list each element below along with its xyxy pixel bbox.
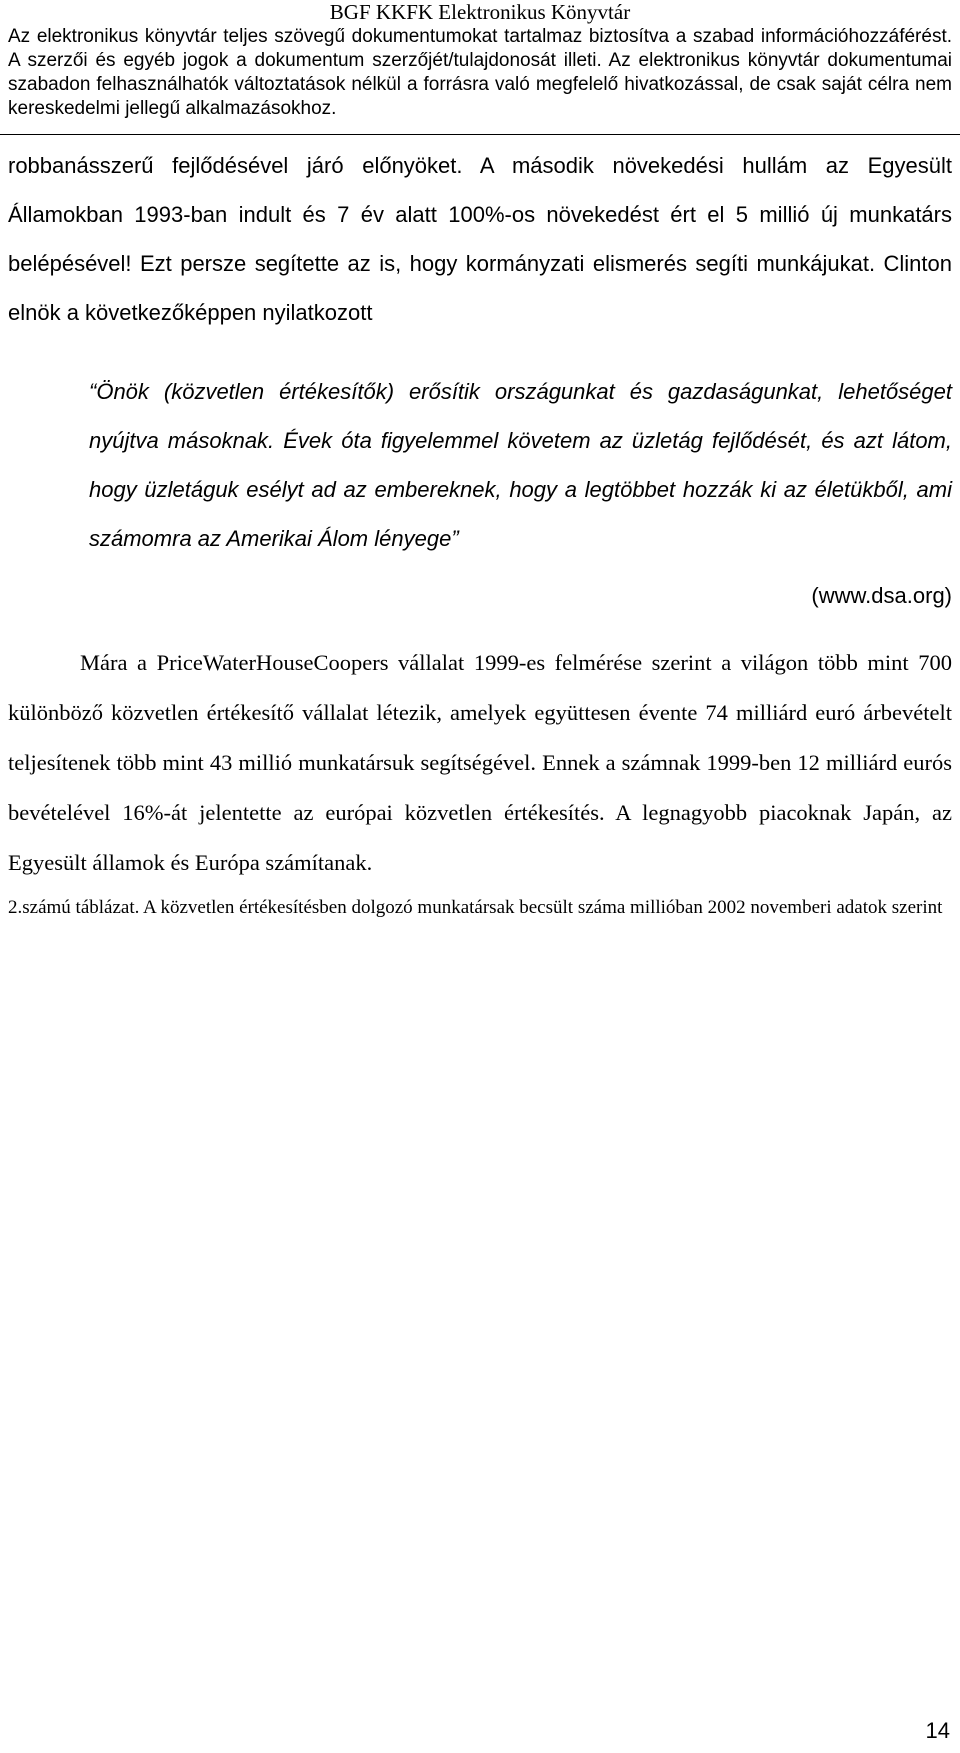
body-paragraph: robbanásszerű fejlődésével járó előnyöket. A második növekedési hullám az Egyesült Államokban 1993-ban indult és 7 év alatt 100%-os növekedést ért el 5 millió új munkatárs belépésével! Ezt persze segítette az is, hogy kormányzati elismerés segíti munkájukat. Clinton elnök a következőképpen nyilatkozott: [8, 153, 952, 325]
page-number: 14: [925, 1718, 950, 1743]
page-content: [8, 141, 952, 919]
table-caption: 2.számú táblázat. A közvetlen értékesítésben dolgozó munkatársak becsült száma millióban 2002 novemberi adatok szerint: [8, 897, 943, 918]
copyright-notice: Az elektronikus könyvtár teljes szövegű dokumentumokat tartalmaz biztosítva a szabad információhozzáférést. A szerzői és egyéb jogok a dokumentum szerzőjét/tulajdonosát illeti. Az elektronikus könyvtár dokumentumai szabadon felhasználhatók változtatások nélkül a forrásra való megfelelő hivatkozással, de csak saját célra nem kereskedelmi jellegű alkalmazásokhoz.: [8, 26, 952, 119]
library-header: [8, 0, 952, 121]
quote-source: (www.dsa.org): [811, 583, 952, 608]
clinton-quote: “Önök (közvetlen értékesítők) erősítik országunkat és gazdaságunkat, lehetőséget nyújtva másoknak. Évek óta figyelemmel követem az üzletág fejlődését, és azt látom, hogy üzletáguk esélyt ad az embereknek, hogy a legtöbbet hozzák ki az életükből, ami számomra az Amerikai Álom lényege”: [89, 379, 952, 551]
body-paragraph-2: Mára a PriceWaterHouseCoopers vállalat 1999-es felmérése szerint a világon több mint 700 különböző közvetlen értékesítő vállalat létezik, amelyek együttesen évente 74 milliárd euró árbevételt teljesítenek több mint 43 millió munkatársuk segítségével. Ennek a számnak 1999-ben 12 milliárd eurós bevételével 16%-át jelentette az európai közvetlen értékesítés. A legnagyobb piacoknak Japán, az Egyesült államok és Európa számítanak.: [8, 650, 952, 875]
header-divider: [0, 134, 960, 135]
library-title: BGF KKFK Elektronikus Könyvtár: [329, 0, 631, 24]
